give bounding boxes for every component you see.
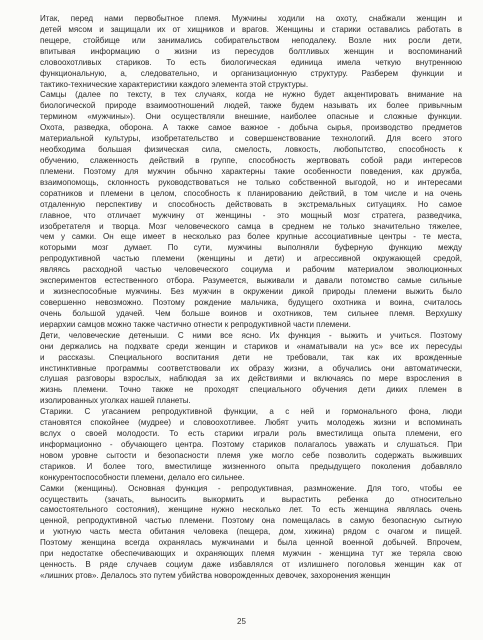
text-line: Самцы (далее по тексту, в тех случаях, когда не нужно будет акцентировать внимание на	[40, 90, 462, 100]
text-line: и уютную часть места обитания человека (пещера, дом, хижина) рядом с очагом и пищей.	[40, 527, 462, 537]
paragraph	[40, 407, 462, 483]
text-line: детей мясом и защищали их от хищников и врагов. Женщины и старики оставались работать в	[40, 24, 462, 34]
text-line: и рассказы. Специального воспитания дети не требовали, так как их врожденные	[40, 352, 462, 362]
text-line: пещере, стойбище или занимались собирательством неподалеку. Возле них росли дети,	[40, 35, 462, 45]
text-line: инстинктивные программы соответствовали их образу жизни, а обучались они автоматически,	[40, 363, 462, 373]
text-line: осуществить (зачать, выносить выкормить и вырастить ребенка до относительно	[40, 494, 462, 504]
text-line: Дети, человеческие детеныши. С ними все ясно. Их функция - выжить и учиться. Поэтому	[40, 330, 462, 340]
text-line: являясь расходной частью человеческого социума и рабочим материалом эволюционных	[40, 265, 462, 275]
text-line: которыми мозг думает. По сути, мужчины выполняли буферную функцию между	[40, 243, 462, 253]
text-line: термином «мужчины»). Они осуществляли внешние, наиболее опасные и сложные функции.	[40, 112, 462, 122]
text-line: Итак, перед нами первобытное племя. Мужчины ходили на охоту, снабжали женщин и	[40, 14, 462, 23]
text-line: чем у самки. Он еще имеет в несколько раз более крупные ассоциативные центры - те места,	[40, 232, 462, 242]
text-line: племени. Поэтому для мужчин обычно характерны такие особенности поведения, как дружба,	[40, 166, 462, 176]
text-line: Самки (женщины). Основная функция - репродуктивная, размножение. Для того, чтобы ее	[40, 483, 462, 493]
text-line: самостоятельного состояния), женщине нужно несколько лет. То есть женщина являлась очень	[40, 505, 462, 515]
text-line: и жизнеспособные мужчины. Без мужчин в окружении дикой природы племени выжить было	[40, 287, 462, 297]
text-line: тактико-технические характеристики каждого элемента этой структуры.	[40, 79, 309, 89]
text-line: стариков. И более того, вместилище жизненного опыта предыдущего поколения добавляло	[40, 461, 462, 471]
text-line: вслух о своей молодости. То есть старики играли роль вместилища опыта племени, его	[40, 429, 462, 439]
text-line: словоохотливых стариков. То есть биологическая единица имела четкую внутреннюю	[40, 57, 462, 67]
text-line: взаимопомощь, склонность руководствоваться не только собственной выгодой, но и интересами	[40, 177, 462, 187]
text-line: Охота, разведка, оборона. А также самое важное - добыча сырья, производство предметов	[40, 123, 462, 133]
paragraph	[40, 484, 462, 582]
text-line: впитывая информацию о жизни из пересудов болтливых женщин и воспоминаний	[40, 46, 462, 56]
text-line: экспериментов естественного отбора. Разумеется, выживали и давали потомство самые сильные	[40, 276, 462, 286]
text-line: функциональную, а, следовательно, и организационную структуру. Разберем функции и	[40, 68, 462, 78]
text-line: очень большой удачей. Чем больше воинов и охотников, тем сильнее племя. Верхушку	[40, 308, 462, 318]
text-line: репродуктивной частью племени (женщины и дети) и агрессивной окружающей средой,	[40, 254, 462, 264]
text-line: главное, что отличает мужчину от женщины - это мощный мозг стратега, разведчика,	[40, 210, 462, 220]
text-line: конкурентоспособности племени, делало его сильнее.	[40, 472, 245, 482]
text-line: они держались на подхвате среди женщин и стариков и «наматывали на ус» все их пересуды	[40, 341, 462, 351]
page-number: 25	[237, 617, 246, 626]
text-line: совершенно невозможно. Поэтому рождение мальчика, будущего охотника и воина, считалось	[40, 297, 462, 307]
text-line: информационно - обучающего центра. Поэтому стариков полагалось уважать и слушаться. При	[40, 439, 462, 449]
text-line: изобретателя и творца. Мозг человеческого самца в среднем не только значительно тяжелее,	[40, 221, 462, 231]
text-line: при недостатке обеспечивающих и охраняющих племя мужчин - женщина тут же теряла свою	[40, 549, 462, 559]
page-body	[40, 14, 462, 599]
text-line: биологической природе взаимоотношений людей, также будем называть их более привычным	[40, 101, 462, 111]
text-line: ценной, репродуктивной частью племени. Поэтому она помещалась в самую безопасную сытную	[40, 516, 462, 526]
text-line: иерархии самцов можно также частично отнести к репродуктивной части племени.	[40, 319, 351, 329]
text-line: становятся спокойнее (мудрее) и словоохотливее. Любят учить молодежь жизни и вспоминать	[40, 418, 462, 428]
text-line: новом уровне сытости и безопасности племя уже могло себе позволить содержать выживших	[40, 450, 462, 460]
paragraph	[40, 14, 462, 90]
text-line: слушая разговоры взрослых, наблюдая за их действиями и включаясь по мере взросления в	[40, 374, 462, 384]
text-line: «лишних ртов». Делалось это путем убийства новорожденных девочек, захоронения женщин	[40, 571, 391, 581]
text-line: необходима большая физическая сила, смелость, ловкость, любопытство, способность к	[40, 145, 462, 155]
text-line: Старики. С угасанием репродуктивной функции, а с ней и гормонального фона, люди	[40, 407, 462, 417]
text-line: отдаленную перспективу и способность действовать в экстремальных ситуациях. Но самое	[40, 199, 462, 209]
text-line: изолированных уголках нашей планеты.	[40, 396, 191, 406]
text-line: жизнь племени. Точно также не проходят специального обучения дети диких племен в	[40, 385, 462, 395]
text-line: обучению, слаженность действий в группе, способность жертвовать собой ради интересов	[40, 155, 462, 165]
paragraph	[40, 331, 462, 407]
text-line: материальной культуры, изобретательство и совершенствование технологий. Для всего этого	[40, 134, 462, 144]
text-line: ценность. В ряде случаев социум даже избавлялся от излишнего поголовья женщин как от	[40, 560, 462, 570]
text-line: Поэтому женщина всегда охранялась мужчинами и была ценной военной добычей. Впрочем,	[40, 538, 462, 548]
text-line: соратников и племени в целом, способность к планированию действий, в том числе и на очень	[40, 188, 462, 198]
paragraph	[40, 90, 462, 330]
